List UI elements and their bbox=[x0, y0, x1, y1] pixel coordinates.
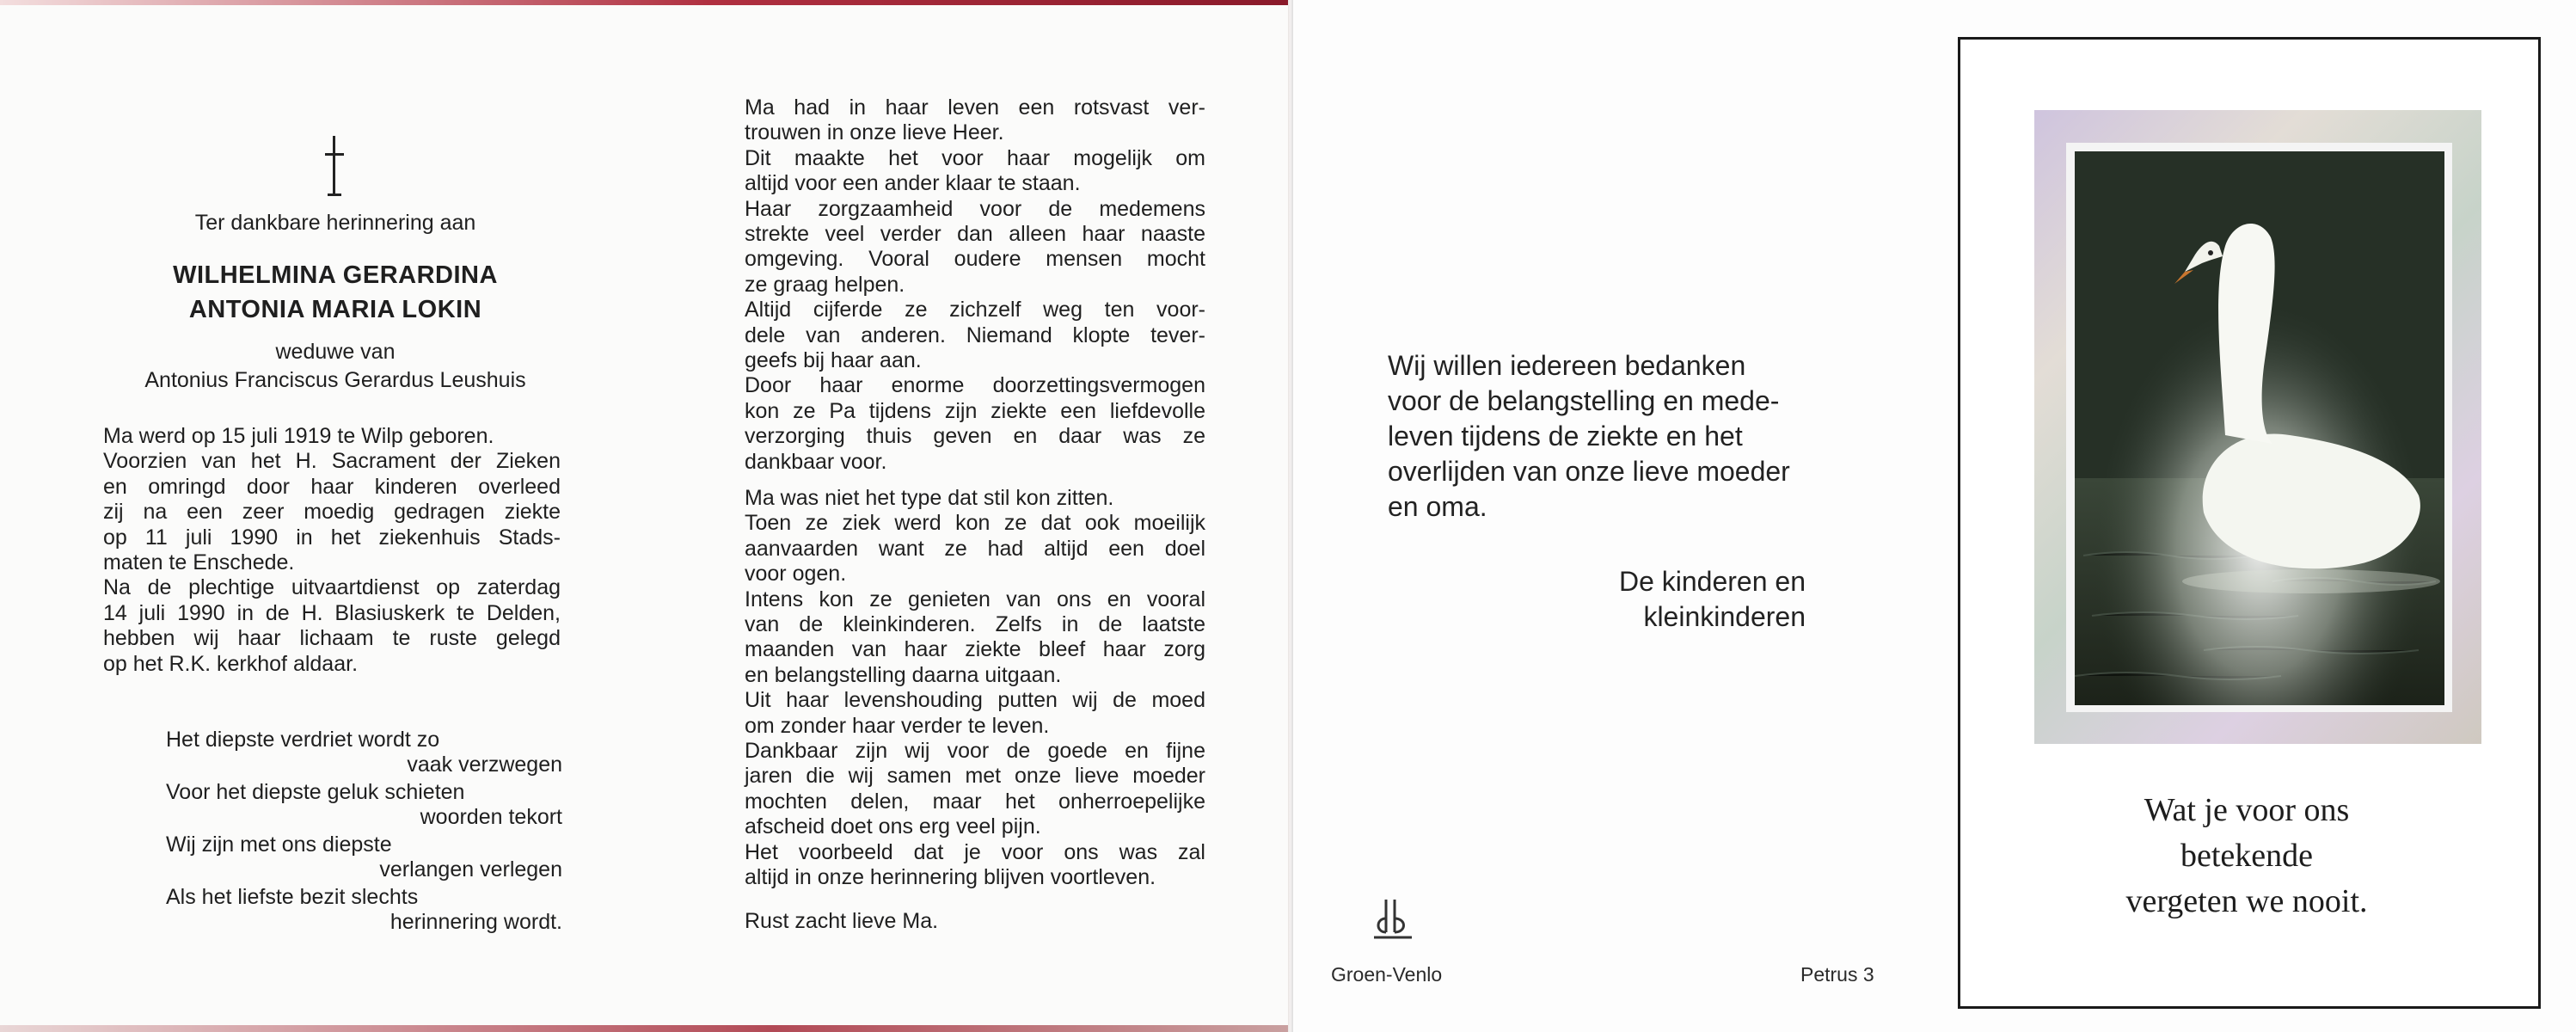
text-line: strekte veel verder dan alleen haar naaste bbox=[745, 222, 1205, 247]
reflection-paragraph-2 bbox=[745, 486, 1205, 891]
text-line: Dankbaar zijn wij voor de goede en fijne bbox=[745, 739, 1205, 764]
text-line: jaren die wij samen met onze lieve moeder bbox=[745, 764, 1205, 789]
text-line: Intens kon ze genieten van ons en vooral bbox=[745, 587, 1205, 611]
text-line: Ma werd op 15 juli 1919 te Wilp geboren. bbox=[103, 424, 494, 448]
widow-of-label: weduwe van bbox=[275, 340, 396, 364]
thank-you-line: en oma. bbox=[1388, 491, 1487, 522]
poem-line: Als het liefste bezit slechts bbox=[166, 885, 419, 909]
poem-line-continuation: verlangen verlegen bbox=[379, 857, 562, 882]
text-line: zij na een zeer moedig gedragen ziekte bbox=[103, 500, 561, 525]
swan-photo bbox=[2075, 151, 2444, 705]
biography bbox=[103, 424, 561, 677]
text-line: geefs bij haar aan. bbox=[745, 348, 922, 373]
husband-name: Antonius Franciscus Gerardus Leushuis bbox=[144, 368, 526, 392]
printer-logo-icon bbox=[1369, 894, 1417, 943]
text-line: op 11 juli 1990 in het ziekenhuis Stads- bbox=[103, 525, 561, 550]
text-line: Haar zorgzaamheid voor de medemens bbox=[745, 196, 1205, 221]
thank-you-line: Wij willen iedereen bedanken bbox=[1388, 350, 1746, 381]
thank-you-line: voor de belangstelling en mede- bbox=[1388, 385, 1780, 416]
text-line: Het voorbeeld dat je voor ons was zal bbox=[745, 839, 1205, 864]
text-line: Uit haar levenshouding putten wij de moed bbox=[745, 688, 1205, 713]
text-line: om zonder haar verder te leven. bbox=[745, 713, 1050, 738]
poem-line-continuation: herinnering wordt. bbox=[389, 910, 562, 934]
quote-line: betekende bbox=[2180, 838, 2314, 874]
text-line: trouwen in onze lieve Heer. bbox=[745, 120, 1004, 145]
text-line: op het R.K. kerkhof aldaar. bbox=[103, 651, 359, 676]
text-line: Ma was niet het type dat stil kon zitten. bbox=[745, 486, 1114, 510]
thank-you-line: overlijden van onze lieve moeder bbox=[1388, 456, 1790, 487]
card-fold bbox=[1288, 0, 1293, 1032]
quote-line: vergeten we nooit. bbox=[2125, 883, 2368, 919]
text-line: Door haar enorme doorzettingsvermogen bbox=[745, 373, 1205, 398]
text-line: 14 juli 1990 in de H. Blasiuskerk te Delden, bbox=[103, 600, 561, 625]
deceased-name-line2: ANTONIA MARIA LOKIN bbox=[188, 296, 482, 323]
signature bbox=[1513, 564, 1806, 635]
latin-cross-icon bbox=[325, 136, 344, 196]
text-line: en omringd door haar kinderen overleed bbox=[103, 474, 561, 499]
quote-line: Wat je voor ons bbox=[2144, 792, 2350, 828]
text-line: altijd voor een ander klaar te staan. bbox=[745, 171, 1081, 196]
memorial-intro: Ter dankbare herinnering aan bbox=[194, 211, 476, 235]
reflection-paragraph-1 bbox=[745, 95, 1205, 475]
text-line: maten te Enschede. bbox=[103, 550, 295, 575]
card-edge-bottom bbox=[0, 1025, 1290, 1032]
text-line: mochten delen, maar het onherroepelijke bbox=[745, 789, 1205, 814]
poem-line-continuation: vaak verzwegen bbox=[407, 752, 562, 777]
text-line: kon ze Pa tijdens zijn ziekte een liefdevolle bbox=[745, 398, 1205, 423]
text-line: Altijd cijferde ze zichzelf weg ten voor- bbox=[745, 298, 1205, 322]
text-line: en belangstelling daarna uitgaan. bbox=[745, 662, 1062, 687]
text-line: omgeving. Vooral oudere mensen mocht bbox=[745, 247, 1205, 272]
text-line: hebben wij haar lichaam te ruste gelegd bbox=[103, 626, 561, 651]
thank-you-line: leven tijdens de ziekte en het bbox=[1388, 421, 1743, 452]
poem-line: Voor het diepste geluk schieten bbox=[166, 780, 465, 804]
signature-line: De kinderen en bbox=[1618, 566, 1806, 597]
card-series: Petrus 3 bbox=[1800, 963, 1874, 986]
text-line: Toen ze ziek werd kon ze dat ook moeilijk bbox=[745, 511, 1205, 536]
closing-line: Rust zacht lieve Ma. bbox=[745, 909, 939, 933]
text-line: Voorzien van het H. Sacrament der Zieken bbox=[103, 449, 561, 474]
card-edge-top bbox=[0, 0, 1290, 5]
text-line: Dit maakte het voor haar mogelijk om bbox=[745, 145, 1205, 170]
poem-line: Het diepste verdriet wordt zo bbox=[166, 728, 440, 752]
text-line: maanden van haar ziekte bleef haar zorg bbox=[745, 637, 1205, 662]
poem-line-continuation: woorden tekort bbox=[420, 805, 562, 829]
thank-you-message bbox=[1388, 348, 1790, 525]
text-line: afscheid doet ons erg veel pijn. bbox=[745, 814, 1041, 839]
text-line: voor ogen. bbox=[745, 562, 847, 587]
printer-name: Groen-Venlo bbox=[1331, 963, 1443, 986]
text-line: dele van anderen. Niemand klopte tever- bbox=[745, 322, 1205, 347]
text-line: dankbaar voor. bbox=[745, 449, 887, 474]
text-line: van de kleinkinderen. Zelfs in de laatste bbox=[745, 612, 1205, 637]
text-line: Na de plechtige uitvaartdienst op zaterdag bbox=[103, 575, 561, 600]
text-line: altijd in onze herinnering blijven voortleven. bbox=[745, 865, 1156, 890]
text-line: aanvaarden want ze had altijd een doel bbox=[745, 536, 1205, 561]
deceased-name-line1: WILHELMINA GERARDINA bbox=[173, 261, 498, 289]
poem-line: Wij zijn met ons diepste bbox=[166, 832, 392, 857]
card-quote bbox=[1958, 788, 2536, 924]
text-line: Ma had in haar leven een rotsvast ver- bbox=[745, 95, 1205, 120]
text-line: verzorging thuis geven en daar was ze bbox=[745, 424, 1205, 449]
signature-line: kleinkinderen bbox=[1643, 601, 1806, 632]
text-line: ze graag helpen. bbox=[745, 272, 905, 297]
